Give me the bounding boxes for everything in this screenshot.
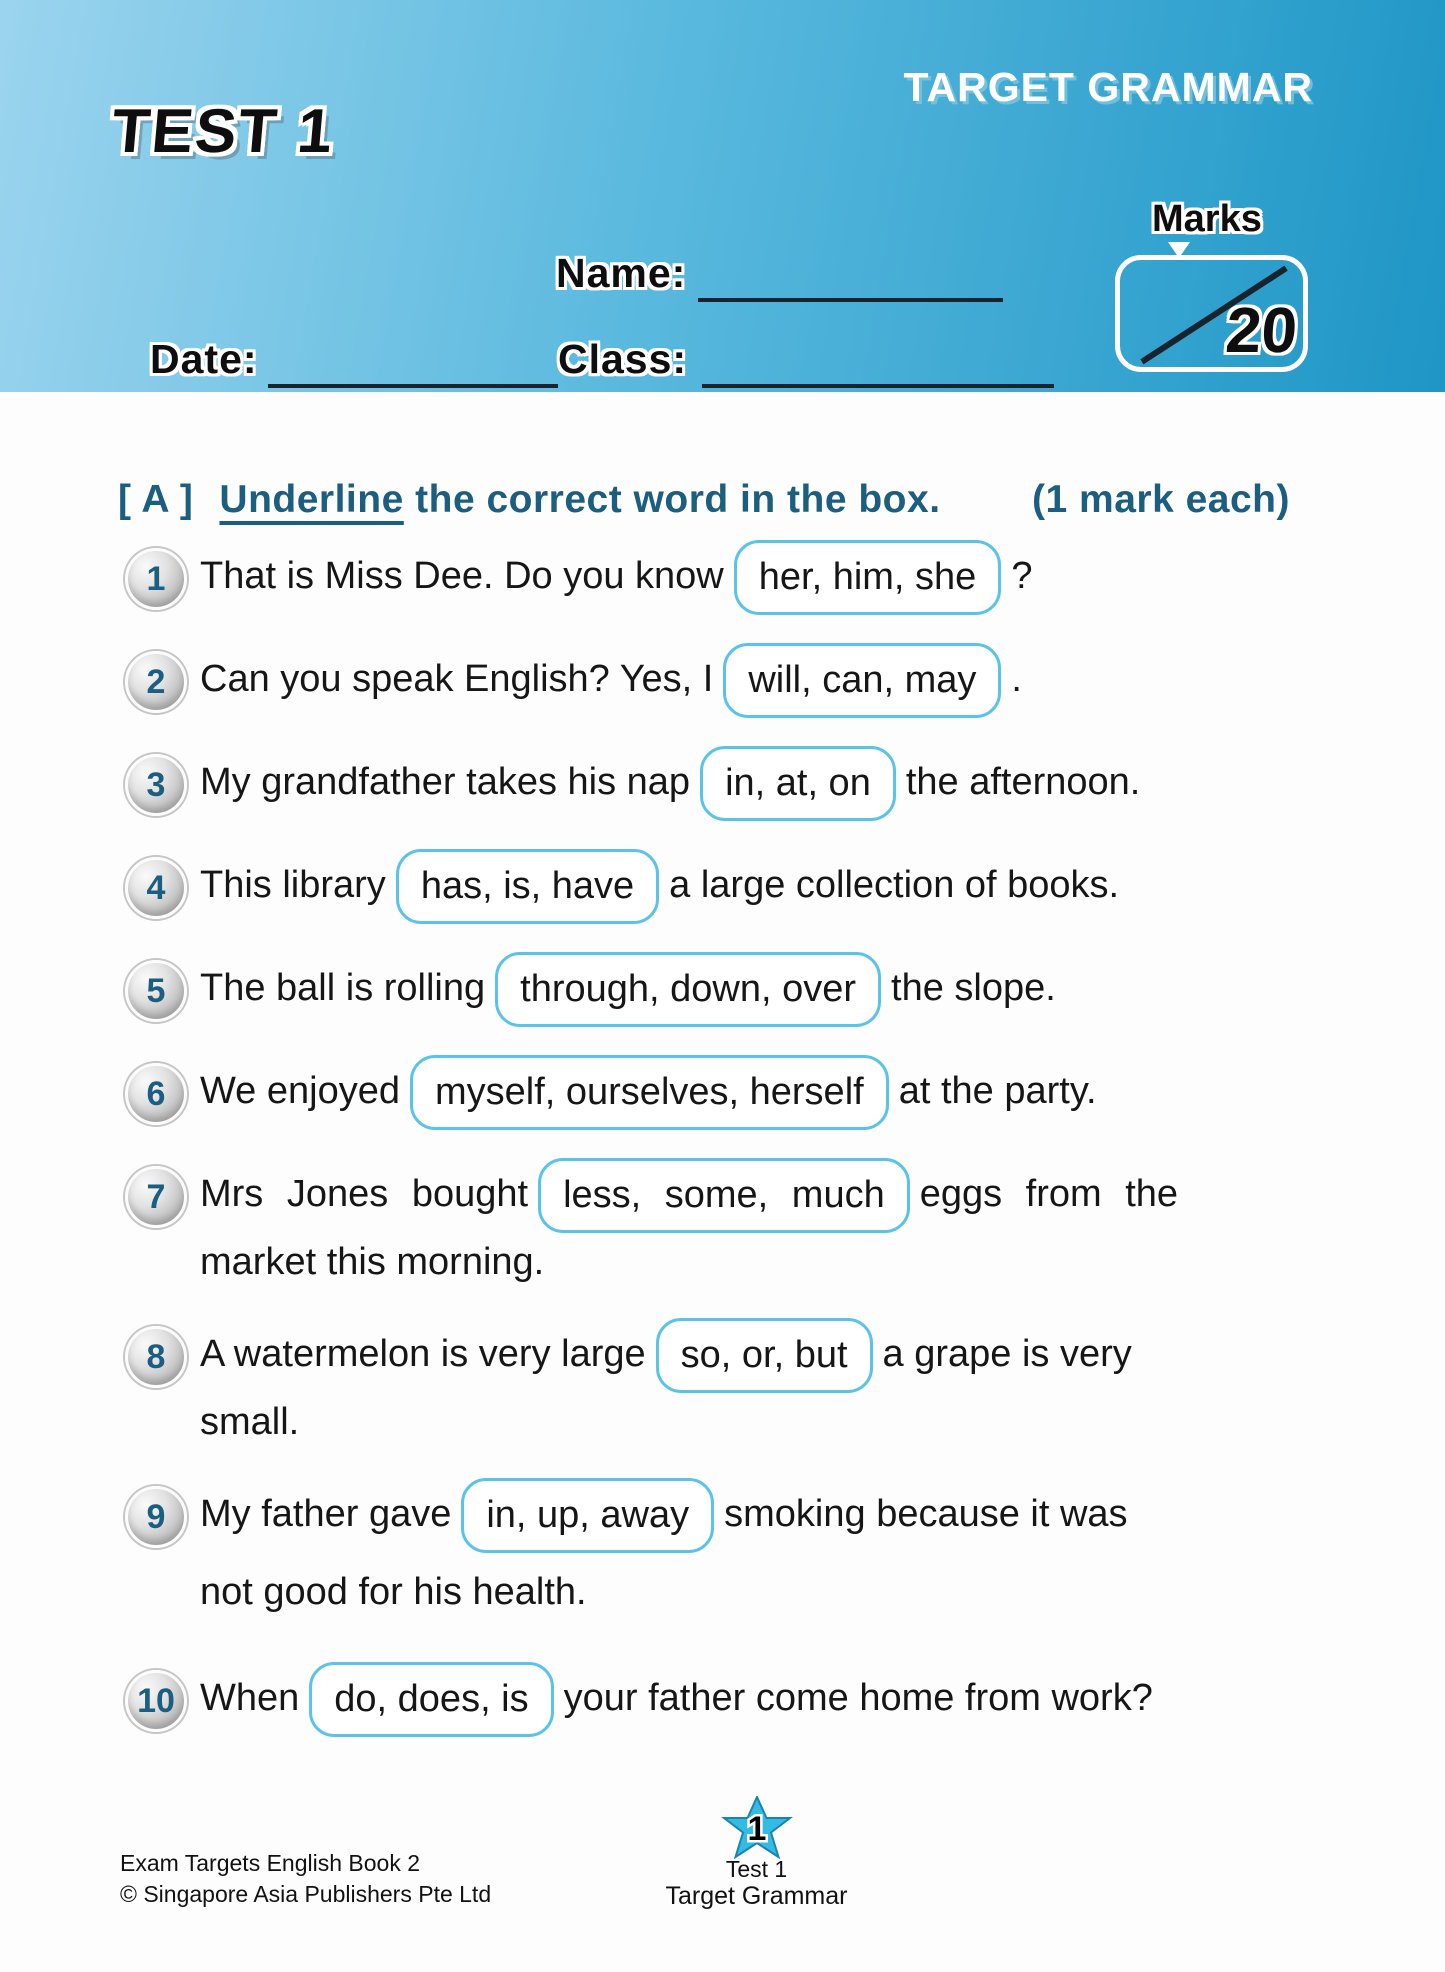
- question-number-badge: 6: [125, 1063, 187, 1125]
- question-first-line: [200, 761, 1140, 803]
- question-first-line: [200, 967, 1056, 1009]
- question-number-badge: 8: [125, 1326, 187, 1388]
- section-marks-note: (1 mark each): [1032, 478, 1290, 521]
- question-post-text: at the party.: [898, 1069, 1097, 1112]
- question-pre-text: A watermelon is very large: [200, 1332, 646, 1375]
- question-number-badge: 7: [125, 1166, 187, 1228]
- publisher-credit-line2: © Singapore Asia Publishers Pte Ltd: [120, 1881, 492, 1907]
- question-row: [125, 1158, 1445, 1290]
- name-label: Name:: [556, 250, 687, 296]
- question-first-line: [200, 1173, 1178, 1215]
- question-first-line: [200, 555, 1032, 597]
- question-post-text: .: [1011, 657, 1022, 700]
- question-number-badge: 1: [125, 548, 187, 610]
- question-continuation-line: not good for his health.: [200, 1571, 587, 1613]
- answer-choices-box: in, at, on: [700, 746, 896, 821]
- question-pre-text: Mrs Jones bought: [200, 1172, 529, 1215]
- question-number-badge: 2: [125, 651, 187, 713]
- question-text: [200, 1478, 1290, 1620]
- answer-choices-box: myself, ourselves, herself: [410, 1055, 889, 1130]
- answer-choices-box: will, can, may: [723, 643, 1001, 718]
- question-number-badge: 9: [125, 1486, 187, 1548]
- question-text: [200, 952, 1290, 1027]
- question-pre-text: We enjoyed: [200, 1069, 400, 1112]
- section-instruction-underlined: Underline: [219, 478, 404, 521]
- question-text: [200, 643, 1290, 718]
- answer-choices-box: less, some, much: [538, 1158, 910, 1233]
- question-row: [125, 643, 1445, 718]
- question-first-line: [200, 1070, 1097, 1112]
- question-number-badge: 4: [125, 857, 187, 919]
- question-pre-text: Can you speak English? Yes, I: [200, 657, 714, 700]
- star-number: 1: [747, 1810, 766, 1848]
- answer-choices-box: so, or, but: [656, 1318, 873, 1393]
- star-icon: [718, 1796, 796, 1862]
- name-write-line: [698, 298, 1003, 302]
- class-write-line: [702, 384, 1054, 388]
- question-number-badge: 3: [125, 754, 187, 816]
- marks-total: 20: [1223, 294, 1300, 366]
- question-first-line: [200, 658, 1022, 700]
- marks-score-box: [1115, 255, 1308, 372]
- question-pre-text: That is Miss Dee. Do you know: [200, 554, 724, 597]
- question-text: [200, 849, 1290, 924]
- date-label: Date:: [150, 336, 258, 382]
- section-heading: [118, 478, 1290, 522]
- question-post-text: the afternoon.: [905, 760, 1141, 803]
- question-text: [200, 1055, 1290, 1130]
- question-text: [200, 540, 1290, 615]
- question-post-text: your father come home from work?: [563, 1676, 1153, 1719]
- test-title: TEST 1: [108, 97, 338, 166]
- question-first-line: [200, 1333, 1132, 1375]
- question-post-text: the slope.: [891, 966, 1056, 1009]
- question-post-text: ?: [1011, 554, 1033, 597]
- marks-label: Marks: [1152, 198, 1262, 240]
- question-post-text: a grape is very: [882, 1332, 1132, 1375]
- question-pre-text: When: [200, 1676, 300, 1719]
- question-pre-text: This library: [200, 863, 386, 906]
- question-list: [125, 540, 1445, 1737]
- answer-choices-box: in, up, away: [461, 1478, 714, 1553]
- question-pre-text: My father gave: [200, 1492, 452, 1535]
- question-text: [200, 1318, 1290, 1450]
- question-number-badge: 10: [125, 1670, 187, 1732]
- question-row: [125, 1055, 1445, 1130]
- section-instruction-rest: the correct word in the box.: [403, 478, 941, 521]
- footer-series-name: Target Grammar: [665, 1882, 848, 1910]
- question-row: [125, 952, 1445, 1027]
- section-tag: [ A ]: [118, 478, 194, 521]
- footer-test-name: Test 1: [725, 1856, 788, 1882]
- question-post-text: smoking because it was: [724, 1492, 1128, 1535]
- question-first-line: [200, 1677, 1153, 1719]
- date-write-line: [268, 384, 558, 388]
- question-row: [125, 1318, 1445, 1450]
- question-row: [125, 746, 1445, 821]
- answer-choices-box: her, him, she: [734, 540, 1002, 615]
- answer-choices-box: through, down, over: [495, 952, 881, 1027]
- question-row: [125, 1662, 1445, 1737]
- class-label: Class:: [558, 336, 688, 382]
- question-text: [200, 1158, 1290, 1290]
- page-header: [0, 0, 1445, 392]
- worksheet-body: [0, 392, 1445, 1765]
- question-text: [200, 746, 1290, 821]
- publisher-credit-line1: Exam Targets English Book 2: [120, 1850, 421, 1876]
- section-instruction: [219, 478, 1032, 522]
- question-pre-text: My grandfather takes his nap: [200, 760, 691, 803]
- question-first-line: [200, 1493, 1128, 1535]
- question-number-badge: 5: [125, 960, 187, 1022]
- answer-choices-box: has, is, have: [396, 849, 659, 924]
- question-row: [125, 849, 1445, 924]
- question-text: [200, 1662, 1290, 1737]
- question-first-line: [200, 864, 1119, 906]
- question-continuation-line: market this morning.: [200, 1241, 545, 1283]
- question-row: [125, 1478, 1445, 1620]
- question-pre-text: The ball is rolling: [200, 966, 486, 1009]
- answer-choices-box: do, does, is: [309, 1662, 553, 1737]
- question-continuation-line: small.: [200, 1401, 300, 1443]
- series-title: TARGET GRAMMAR: [903, 64, 1313, 110]
- question-row: [125, 540, 1445, 615]
- footer-page-marker: [34, 1796, 1445, 1910]
- question-post-text: eggs from the: [919, 1172, 1179, 1215]
- question-post-text: a large collection of books.: [669, 863, 1120, 906]
